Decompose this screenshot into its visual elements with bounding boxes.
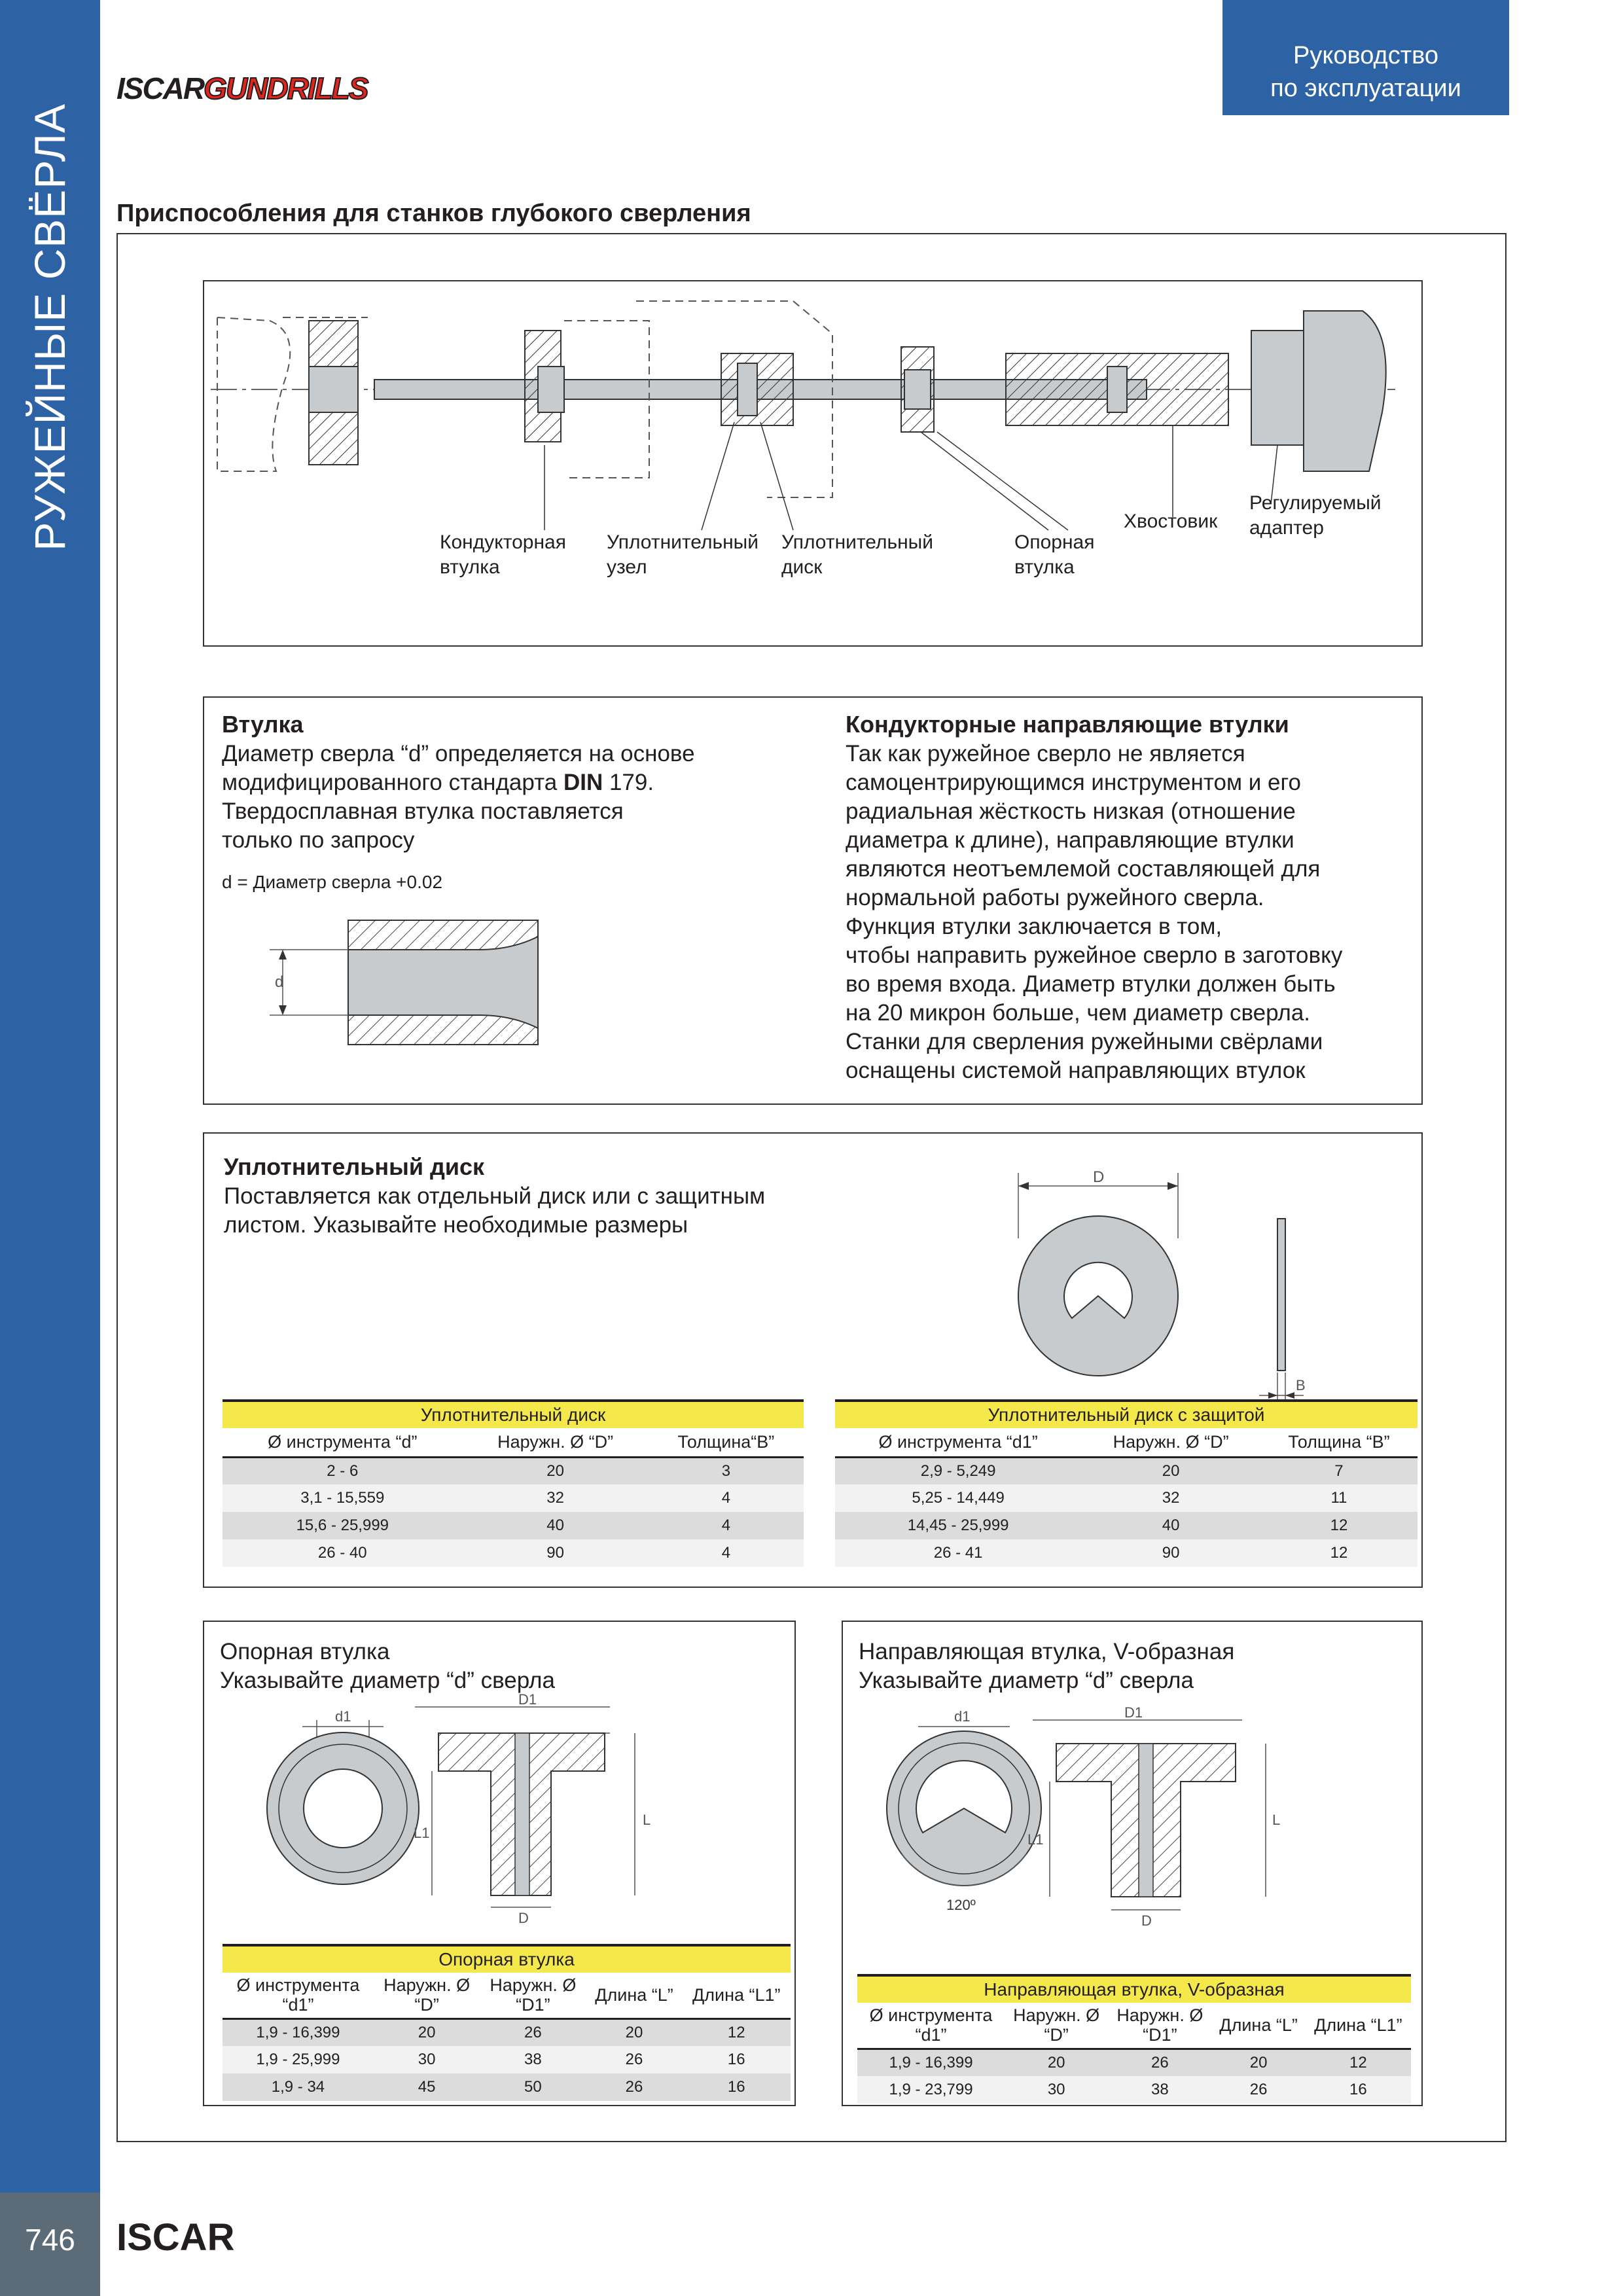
guide-bushings-line: являются неотъемлемой составляющей для: [846, 856, 1321, 882]
guide-bushings-line: радиальная жёсткость низкая (отношение: [846, 798, 1296, 824]
brand-logo: [116, 71, 367, 106]
table-cell: 20: [463, 1457, 649, 1484]
table-column-header-line: “d1”: [282, 1995, 314, 2015]
table-cell: 26: [586, 2046, 683, 2073]
table-cell: 30: [374, 2046, 480, 2073]
support-bushing-drawing: [243, 1691, 780, 1926]
table-column-header: [1211, 2003, 1305, 2049]
table-cell: 90: [463, 1539, 649, 1567]
v-dim-L1: L1: [1027, 1831, 1044, 1848]
seal-disc-box: [203, 1132, 1423, 1588]
table-cell: 45: [374, 2073, 480, 2101]
label-support-bushing-l2: втулка: [1014, 556, 1075, 578]
table-cell: 38: [480, 2046, 586, 2073]
table-row: [223, 1539, 804, 1567]
table-cell: 16: [683, 2046, 791, 2073]
table-cell: 16: [683, 2073, 791, 2101]
v-bushing-line1: Направляющая втулка, V-образная: [859, 1639, 1235, 1664]
v-dim-d1: d1: [954, 1708, 971, 1725]
table-caption: Направляющая втулка, V-образная: [857, 1975, 1411, 2003]
support-dim-L: L: [643, 1812, 651, 1828]
sidebar-label-text: РУЖЕЙНЫЕ СВЁРЛА: [26, 103, 74, 551]
table-column-header: [586, 1973, 683, 2018]
table-cell: 12: [1260, 1539, 1418, 1567]
table-cell: 2 - 6: [223, 1457, 463, 1484]
table-cell: 4: [649, 1539, 804, 1567]
table-column-header-line: Ø инструмента: [236, 1975, 360, 1996]
seal-disc-protect-table: [835, 1399, 1418, 1567]
seal-disc-drawing: [1003, 1147, 1395, 1422]
table-column-header: [683, 1973, 791, 2018]
table-row: [223, 2073, 791, 2101]
table-cell: 12: [1306, 2049, 1411, 2076]
table-column-header: [223, 1973, 374, 2018]
label-seal-unit: [607, 530, 758, 580]
bushing-text-line: Твердосплавная втулка поставляется: [222, 798, 624, 824]
table-row: [223, 2046, 791, 2073]
support-bushing-line2: Указывайте диаметр “d” сверла: [220, 1668, 555, 1693]
table-row: [857, 2049, 1411, 2076]
label-seal-disc-l1: Уплотнительный: [781, 531, 934, 553]
guide-bushings-line: диаметра к длине), направляющие втулки: [846, 827, 1294, 853]
table-column-header-line: “D1”: [1143, 2025, 1177, 2045]
table-row: [223, 1484, 804, 1512]
table-row: [223, 1512, 804, 1539]
logo-gundrills: GUNDRILLS: [204, 71, 368, 105]
table-cell: 1,9 - 16,399: [223, 2018, 374, 2046]
v-dim-D1: D1: [1124, 1704, 1143, 1721]
label-seal-disc-l2: диск: [781, 556, 823, 578]
table-cell: 26: [480, 2018, 586, 2046]
table-column-header: [1306, 2003, 1411, 2049]
table-cell: 2,9 - 5,249: [835, 1457, 1081, 1484]
label-seal-unit-l2: узел: [607, 556, 647, 578]
table-column-header: [1108, 2003, 1211, 2049]
support-dim-L1: L1: [414, 1825, 430, 1841]
table-column-header-line: Длина “L1”: [692, 1985, 781, 2005]
table-cell: 3: [649, 1457, 804, 1484]
table-column-header: [480, 1973, 586, 2018]
table-cell: 40: [463, 1512, 649, 1539]
seal-disc-dim-D: D: [1093, 1168, 1105, 1186]
table-cell: 1,9 - 25,999: [223, 2046, 374, 2073]
table-cell: 14,45 - 25,999: [835, 1512, 1081, 1539]
table-cell: 4: [649, 1512, 804, 1539]
guide-bushings-heading: Кондукторные направляющие втулки: [846, 711, 1289, 738]
table-cell: 20: [586, 2018, 683, 2046]
table-cell: 26: [586, 2073, 683, 2101]
table-column-header-line: “D”: [1044, 2025, 1069, 2045]
table-caption: Уплотнительный диск: [223, 1401, 804, 1428]
table-row: [835, 1484, 1418, 1512]
table-column-header-line: Длина “L”: [595, 1985, 673, 2005]
table-row: [223, 1457, 804, 1484]
table-row: [835, 1539, 1418, 1567]
manual-tab: [1222, 0, 1509, 115]
bushing-text-din: DIN: [563, 770, 603, 795]
table-cell: 20: [1081, 1457, 1260, 1484]
table-column-header: [857, 2003, 1005, 2049]
table-cell: 1,9 - 23,799: [857, 2076, 1005, 2104]
support-bushing-text: [220, 1638, 555, 1695]
v-bushing-drawing: [863, 1694, 1406, 1929]
bushing-dim-d: d: [275, 973, 284, 991]
guide-bushings-line: Так как ружейное сверло не является: [846, 741, 1245, 766]
table-row: [223, 2018, 791, 2046]
bushing-text: [222, 740, 811, 855]
bushing-text-line: только по запросу: [222, 827, 415, 853]
guide-bushings-text: [846, 740, 1408, 1085]
label-adapter: [1249, 491, 1382, 541]
table-cell: 32: [463, 1484, 649, 1512]
table-cell: 4: [649, 1484, 804, 1512]
table-cell: 1,9 - 34: [223, 2073, 374, 2101]
table-cell: 90: [1081, 1539, 1260, 1567]
bushing-text-line: Диаметр сверла “d” определяется на основе: [222, 741, 695, 766]
table-caption: Уплотнительный диск с защитой: [835, 1401, 1418, 1428]
seal-disc-line: Поставляется как отдельный диск или с защитным: [224, 1183, 766, 1209]
table-column-header: [1005, 2003, 1108, 2049]
label-guide-bushing-l1: Кондукторная: [440, 531, 566, 553]
v-bushing-text: [859, 1638, 1234, 1695]
label-shank: Хвостовик: [1124, 511, 1218, 532]
table-cell: 11: [1260, 1484, 1418, 1512]
support-dim-d1: d1: [335, 1708, 351, 1725]
table-cell: 1,9 - 16,399: [857, 2049, 1005, 2076]
guide-bushings-line: на 20 микрон больше, чем диаметр сверла.: [846, 1000, 1311, 1026]
label-seal-disc: [781, 530, 933, 580]
v-bushing-line2: Указывайте диаметр “d” сверла: [859, 1668, 1194, 1693]
guide-bushings-line: Функция втулки заключается в том,: [846, 914, 1222, 939]
table-cell: 30: [1005, 2076, 1108, 2104]
guide-bushings-line: оснащены системой направляющих втулок: [846, 1058, 1306, 1083]
table-column-header-line: Ø инструмента: [869, 2005, 993, 2026]
manual-line1: Руководство: [1293, 42, 1439, 69]
table-column-header-line: “d1”: [915, 2025, 947, 2045]
sidebar-section-label: [0, 0, 100, 655]
table-cell: 16: [1306, 2076, 1411, 2104]
table-cell: 20: [1211, 2049, 1305, 2076]
page-number: 746: [25, 2223, 75, 2257]
support-bushing-box: [203, 1621, 796, 2106]
table-column-header: Наружн. Ø “D”: [1081, 1428, 1260, 1457]
bushing-heading: Втулка: [222, 711, 304, 738]
support-dim-D: D: [518, 1910, 529, 1926]
footer-brand: ISCAR: [116, 2216, 235, 2259]
machine-diagram-box: [203, 280, 1423, 647]
table-cell: 26: [1108, 2049, 1211, 2076]
table-column-header-line: Длина “L”: [1219, 2015, 1298, 2036]
support-bushing-table: [223, 1944, 791, 2101]
support-bushing-line1: Опорная втулка: [220, 1639, 390, 1664]
v-dim-L: L: [1272, 1812, 1281, 1828]
manual-line2: по эксплуатации: [1270, 75, 1461, 102]
table-row: [835, 1457, 1418, 1484]
label-guide-bushing: [440, 530, 566, 580]
bushing-formula: d = Диаметр сверла +0.02: [222, 872, 443, 892]
table-column-header-line: Наружн. Ø: [490, 1975, 577, 1996]
table-column-header: [374, 1973, 480, 2018]
table-column-header: Наружн. Ø “D”: [463, 1428, 649, 1457]
table-cell: 15,6 - 25,999: [223, 1512, 463, 1539]
machine-assembly-drawing: [204, 281, 1421, 645]
table-cell: 32: [1081, 1484, 1260, 1512]
table-cell: 26 - 40: [223, 1539, 463, 1567]
table-column-header-line: Наружн. Ø: [1013, 2005, 1100, 2026]
v-bushing-table: [857, 1974, 1411, 2104]
v-bushing-box: [842, 1621, 1423, 2106]
label-guide-bushing-l2: втулка: [440, 556, 500, 578]
table-row: [857, 2076, 1411, 2104]
table-cell: 26 - 41: [835, 1539, 1081, 1567]
table-caption: Опорная втулка: [223, 1945, 791, 1973]
table-column-header-line: “D”: [414, 1995, 439, 2015]
v-dim-angle: 120º: [946, 1897, 976, 1913]
support-dim-D1: D1: [518, 1691, 537, 1708]
table-column-header-line: Длина “L1”: [1314, 2015, 1402, 2036]
page-title: Приспособления для станков глубокого сверления: [116, 200, 751, 227]
table-cell: 50: [480, 2073, 586, 2101]
table-cell: 3,1 - 15,559: [223, 1484, 463, 1512]
table-column-header-line: Наружн. Ø: [1116, 2005, 1204, 2026]
table-column-header-line: Наружн. Ø: [383, 1975, 471, 1996]
table-column-header: Толщина“B”: [649, 1428, 804, 1457]
table-cell: 20: [374, 2018, 480, 2046]
guide-bushings-line: чтобы направить ружейное сверло в заготовку: [846, 942, 1343, 968]
label-adapter-l2: адаптер: [1249, 517, 1324, 539]
guide-bushings-line: Станки для сверления ружейными свёрлами: [846, 1029, 1323, 1054]
guide-bushings-line: самоцентрирующимся инструментом и его: [846, 770, 1301, 795]
seal-disc-table: [223, 1399, 804, 1567]
table-column-header-line: “D1”: [516, 1995, 550, 2015]
label-adapter-l1: Регулируемый: [1249, 492, 1382, 514]
seal-disc-line: листом. Указывайте необходимые размеры: [224, 1212, 688, 1238]
table-row: [835, 1512, 1418, 1539]
seal-disc-dim-B: B: [1296, 1377, 1306, 1393]
table-cell: 40: [1081, 1512, 1260, 1539]
seal-disc-text: [224, 1182, 765, 1240]
bushing-text-part: модифицированного стандарта: [222, 770, 563, 795]
label-seal-unit-l1: Уплотнительный: [607, 531, 759, 553]
table-column-header: Ø инструмента “d”: [223, 1428, 463, 1457]
v-dim-D: D: [1141, 1912, 1152, 1929]
label-support-bushing-l1: Опорная: [1014, 531, 1095, 553]
seal-disc-heading: Уплотнительный диск: [224, 1153, 485, 1180]
table-cell: 20: [1005, 2049, 1108, 2076]
table-cell: 12: [683, 2018, 791, 2046]
guide-bushings-line: во время входа. Диаметр втулки должен быть: [846, 971, 1336, 997]
guide-bushings-line: нормальной работы ружейного сверла.: [846, 885, 1264, 910]
table-cell: 12: [1260, 1512, 1418, 1539]
bushing-text-part: 179.: [603, 770, 654, 795]
table-cell: 38: [1108, 2076, 1211, 2104]
bushing-box: [203, 696, 1423, 1105]
table-cell: 7: [1260, 1457, 1418, 1484]
table-cell: 5,25 - 14,449: [835, 1484, 1081, 1512]
bushing-section-drawing: [263, 914, 538, 1051]
bushing-text-line: [222, 768, 811, 797]
label-support-bushing: [1014, 530, 1094, 580]
table-cell: 26: [1211, 2076, 1305, 2104]
table-column-header: Толщина “B”: [1260, 1428, 1418, 1457]
table-column-header: Ø инструмента “d1”: [835, 1428, 1081, 1457]
logo-iscar: ISCAR: [116, 71, 204, 105]
